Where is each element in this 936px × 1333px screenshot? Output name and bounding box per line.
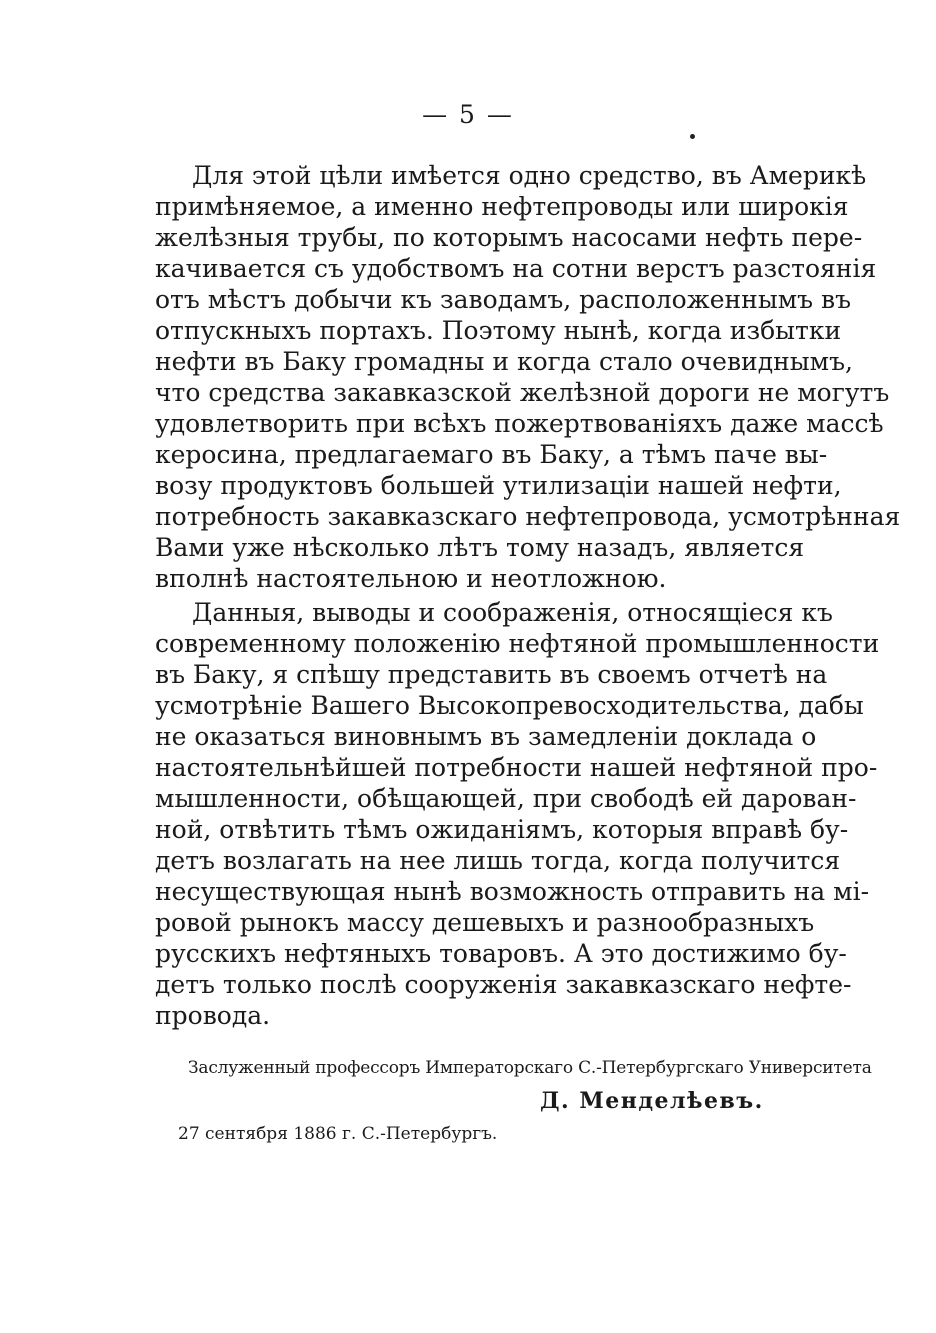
text-line: что средства закавказской желѣзной дороги не могутъ <box>155 378 890 407</box>
text-line: усмотрѣніе Вашего Высокопревосходительства, дабы <box>155 691 864 720</box>
document-date: 27 сентября 1886 г. С.-Петербургъ. <box>178 1124 498 1144</box>
author-title: Заслуженный профессоръ Императорскаго С.-Петербургскаго Университета <box>188 1058 872 1078</box>
text-line: Вами уже нѣсколько лѣтъ тому назадъ, является <box>155 533 805 562</box>
text-line: Данныя, выводы и соображенія, относящіеся къ <box>192 598 833 627</box>
text-line: современному положенію нефтяной промышленности <box>155 629 880 658</box>
text-line: детъ только послѣ сооруженія закавказскаго нефте- <box>155 970 852 999</box>
text-line: потребность закавказскаго нефтепровода, усмотрѣнная <box>155 502 901 531</box>
text-line: Для этой цѣли имѣется одно средство, въ Америкѣ <box>192 161 867 190</box>
text-line: примѣняемое, а именно нефтепроводы или широкія <box>155 192 849 221</box>
text-line: ровой рынокъ массу дешевыхъ и разнообразныхъ <box>155 908 815 937</box>
text-line: въ Баку, я спѣшу представить въ своемъ отчетѣ на <box>155 660 828 689</box>
text-line: несуществующая нынѣ возможность отправить на мі- <box>155 877 870 906</box>
text-line: керосина, предлагаемаго въ Баку, а тѣмъ паче вы- <box>155 440 828 469</box>
text-line: возу продуктовъ большей утилизаціи нашей нефти, <box>155 471 842 500</box>
page-number: — 5 — <box>422 100 514 129</box>
text-line: вполнѣ настоятельною и неотложною. <box>155 564 667 593</box>
text-line: отъ мѣстъ добычи къ заводамъ, расположеннымъ въ <box>155 285 852 314</box>
text-line: русскихъ нефтяныхъ товаровъ. А это достижимо бу- <box>155 939 847 968</box>
text-line: детъ возлагать на нее лишь тогда, когда получится <box>155 846 841 875</box>
text-line: мышленности, обѣщающей, при свободѣ ей дарован- <box>155 784 857 813</box>
text-line: желѣзныя трубы, по которымъ насосами нефть пере- <box>155 223 863 252</box>
text-line: нефти въ Баку громадны и когда стало очевиднымъ, <box>155 347 853 376</box>
text-line: ной, отвѣтить тѣмъ ожиданіямъ, которыя вправѣ бу- <box>155 815 849 844</box>
text-line: провода. <box>155 1001 271 1030</box>
author-signature: Д. Менделѣевъ. <box>540 1088 764 1114</box>
text-line: не оказаться виновнымъ въ замедленіи доклада о <box>155 722 817 751</box>
text-line: настоятельнѣйшей потребности нашей нефтяной про- <box>155 753 878 782</box>
ink-dot <box>690 134 695 139</box>
text-line: удовлетворить при всѣхъ пожертвованіяхъ даже массѣ <box>155 409 884 438</box>
text-line: качивается съ удобствомъ на сотни верстъ разстоянія <box>155 254 877 283</box>
text-line: отпускныхъ портахъ. Поэтому нынѣ, когда избытки <box>155 316 842 345</box>
